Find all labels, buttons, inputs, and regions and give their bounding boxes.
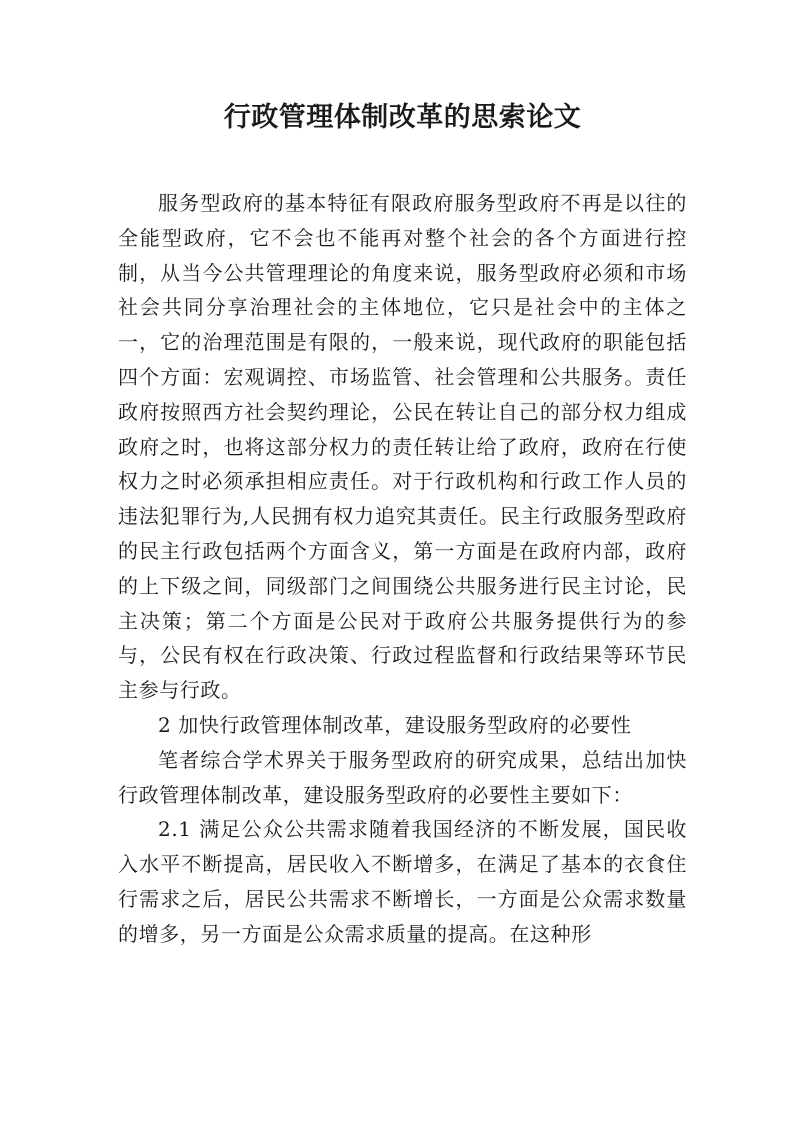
document-title: 行政管理体制改革的思索论文 [223,102,582,133]
paragraph-section-2-1: 2.1 满足公众公共需求随着我国经济的不断发展，国民收入水平不断提高，居民收入不断增多，在满足了基本的衣食住行需求之后，居民公共需求不断增长，一方面是公众需求数量的增多，另一方面是公众需求质量的提高。在这种形 [118,817,687,946]
section-heading-2: 2 加快行政管理体制改革，建设服务型政府的必要性 [158,712,632,737]
paragraph-service-government-features: 服务型政府的基本特征有限政府服务型政府不再是以往的全能型政府，它不会也不能再对整个社会的各个方面进行控制，从当今公共管理理论的角度来说，服务型政府必须和市场社会共同分享治理社会的主体地位，它只是社会中的主体之一，它的治理范围是有限的，一般来说，现代政府的职能包括四个方面：宏观调控、市场监管、社会管理和公共服务。责任政府按照西方社会契约理论，公民在转让自己的部分权力组成政府之时，也将这部分权力的责任转让给了政府，政府在行使权力之时必须承担相应责任。对于行政机构和行政工作人员的违法犯罪行为,人民拥有权力追究其责任。民主行政服务型政府的民主行政包括两个方面含义，第一方面是在政府内部，政府的上下级之间，同级部门之间围绕公共服务进行民主讨论，民主决策；第二个方面是公民对于政府公共服务提供行为的参与，公民有权在行政决策、行政过程监督和行政结果等环节民主参与行政。 [118,191,687,703]
paragraph-necessity-intro: 笔者综合学术界关于服务型政府的研究成果，总结出加快行政管理体制改革，建设服务型政府的必要性主要如下： [118,747,687,807]
document-body [118,186,687,952]
